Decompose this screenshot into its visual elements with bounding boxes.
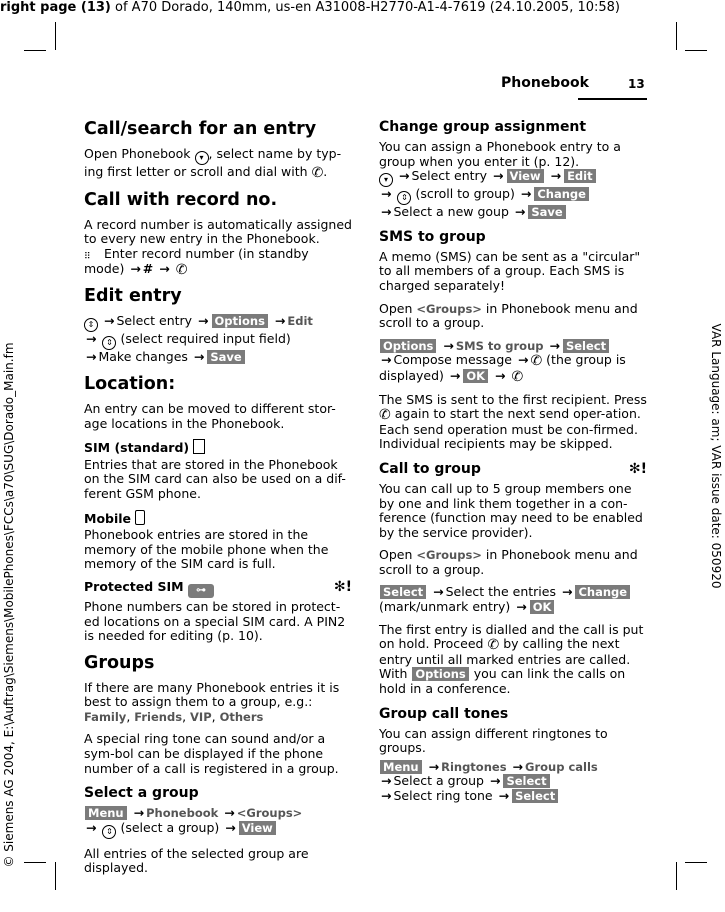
section-title: Call with record no. (84, 189, 278, 210)
instruction-step: ⠿ Enter record number (in standby mode) → # → ✆ (84, 245, 309, 278)
service-provider-icon: ✻! (628, 460, 647, 477)
paragraph: Entries that are stored in the Phonebook on the SIM card can also be used on a dif-ferent GSM phone. (84, 456, 346, 501)
paragraph: A memo (SMS) can be sent as a "circular" to all members of a group. Each SMS is charged separately! (379, 248, 641, 293)
subheading: Change group assignment (379, 119, 587, 135)
subheading: Call to group ✻! (379, 460, 647, 477)
subheading: Group call tones (379, 705, 509, 722)
call-key-icon: ✆ (379, 407, 391, 424)
subheading: SMS to group (379, 228, 486, 245)
section-title: Location: (84, 373, 176, 394)
paragraph: The SMS is sent to the first recipient. Press ✆ again to start the next send oper-ation. Each send operation must be con-firmed. Individual recipients may be skipped. (379, 391, 647, 452)
mobile-icon (135, 510, 145, 525)
crop-mark (24, 50, 46, 51)
running-title: Phonebook (501, 75, 589, 91)
subheading: Mobile (84, 510, 352, 527)
service-provider-icon: ✻! (333, 578, 352, 595)
left-column (84, 118, 352, 884)
right-column (379, 118, 647, 812)
nav-updown-icon: ⇕ (102, 336, 116, 350)
softkey-menu: Menu (85, 806, 127, 820)
call-key-icon: ✆ (511, 368, 524, 385)
instruction-step: Menu → Phonebook → <Groups> → ⇕ (select a group) → View (84, 806, 352, 839)
instruction-step: Options → SMS to group → Select → Compose message → ✆ (the group is displayed) → OK → ✆ (379, 337, 626, 385)
nav-down-icon: ▾ (379, 173, 393, 187)
paragraph: An entry can be moved to different stor-age locations in the Phonebook. (84, 400, 336, 431)
subheading: Protected SIM ⊶ ✻! (84, 578, 352, 596)
call-key-icon: ✆ (311, 165, 324, 181)
softkey-options: Options (212, 314, 268, 328)
crop-mark (55, 22, 56, 50)
paragraph: Phone numbers can be stored in protect-ed locations on a special SIM card. A PIN2 is needed for editing (p. 10). (84, 598, 346, 644)
softkey-view: View (239, 821, 276, 835)
paragraph: You can call up to 5 group members one by one and link them together in a con-ference (function may need to be enabled by the service provider). (379, 480, 643, 540)
paragraph: You can assign different ringtones to groups. (379, 725, 608, 756)
sim-card-icon (193, 439, 205, 454)
instruction-step: ⇕ → Select entry → Options → Edit → ⇕ (select required input field) → Make changes → Save (86, 313, 313, 365)
section-title: Groups (84, 652, 155, 673)
paragraph: The first entry is dialled and the call is put on hold. Proceed ✆ by calling the next entry until all marked entries are called. With Options you can link the calls on hold in a conference. (379, 621, 644, 697)
crop-mark (685, 50, 707, 51)
call-key-icon: ✆ (487, 637, 500, 654)
page-number: 13 (628, 77, 645, 91)
paragraph: Open <Groups> in Phonebook menu and scroll to a group. (379, 547, 638, 577)
crop-mark (676, 22, 677, 50)
crop-mark (685, 862, 707, 863)
section-title: Edit entry (84, 286, 182, 307)
copyright-path-note: © Siemens AG 2004, E:\Auftrag\Siemens\MobilePhones\FCCs\a70\SUG\Dorado_Main.fm (2, 342, 16, 868)
paragraph: A special ring tone can sound and/or a sym-bol can be displayed if the phone number of a call is registered in a group. (84, 731, 339, 776)
pin-card-icon: ⊶ (188, 584, 214, 598)
paragraph: Phonebook entries are stored in the memory of the mobile phone when the memory of the SIM card is full. (84, 527, 329, 572)
hash-key: # (142, 260, 154, 276)
subheading: Select a group (84, 785, 199, 802)
nav-updown-icon: ⇕ (84, 318, 98, 332)
header-rule (578, 98, 647, 100)
nav-down-icon: ▾ (195, 151, 209, 165)
paragraph: You can assign a Phonebook entry to a group when you enter it (p. 12). (379, 139, 621, 169)
nav-updown-icon: ⇕ (397, 191, 411, 205)
call-key-icon: ✆ (530, 353, 543, 370)
crop-mark (55, 862, 56, 890)
section-title: Call/search for an entry (84, 119, 317, 139)
nav-updown-icon: ⇕ (102, 825, 116, 839)
call-key-icon: ✆ (175, 261, 188, 278)
paragraph: If there are many Phonebook entries it is best to assign them to a group, e.g.: Family, Friends, VIP, Others (84, 679, 340, 724)
var-language-note: VAR Language: am; VAR issue date: 050920 (709, 323, 723, 589)
paragraph: Open <Groups> in Phonebook menu and scroll to a group. (379, 300, 638, 331)
subheading: SIM (standard) (84, 439, 352, 456)
softkey-save: Save (207, 350, 244, 364)
instruction-step: ▾ → Select entry → View → Edit → ⇕ (scroll to group) → Change → Select a new goup → Save (379, 169, 647, 220)
crop-mark (24, 862, 46, 863)
paragraph: Open Phonebook ▾ , select name by typ-ing first letter or scroll and dial with ✆. (84, 146, 342, 181)
paragraph: A record number is automatically assigned to every new entry in the Phonebook. (84, 216, 352, 247)
crop-mark (676, 862, 677, 890)
print-header: right page (13) of A70 Dorado, 140mm, us-en A31008-H2770-A1-4-7619 (24.10.2005, 10:58) (0, 0, 621, 15)
paragraph: All entries of the selected group are displayed. (84, 845, 309, 876)
keypad-icon: ⠿ (84, 251, 90, 262)
instruction-step: Menu → Ringtones → Group calls → Select a group → Select → Select ring tone → Select (381, 758, 598, 803)
instruction-step: Select → Select the entries → Change (mark/unmark entry) → OK (379, 585, 647, 614)
